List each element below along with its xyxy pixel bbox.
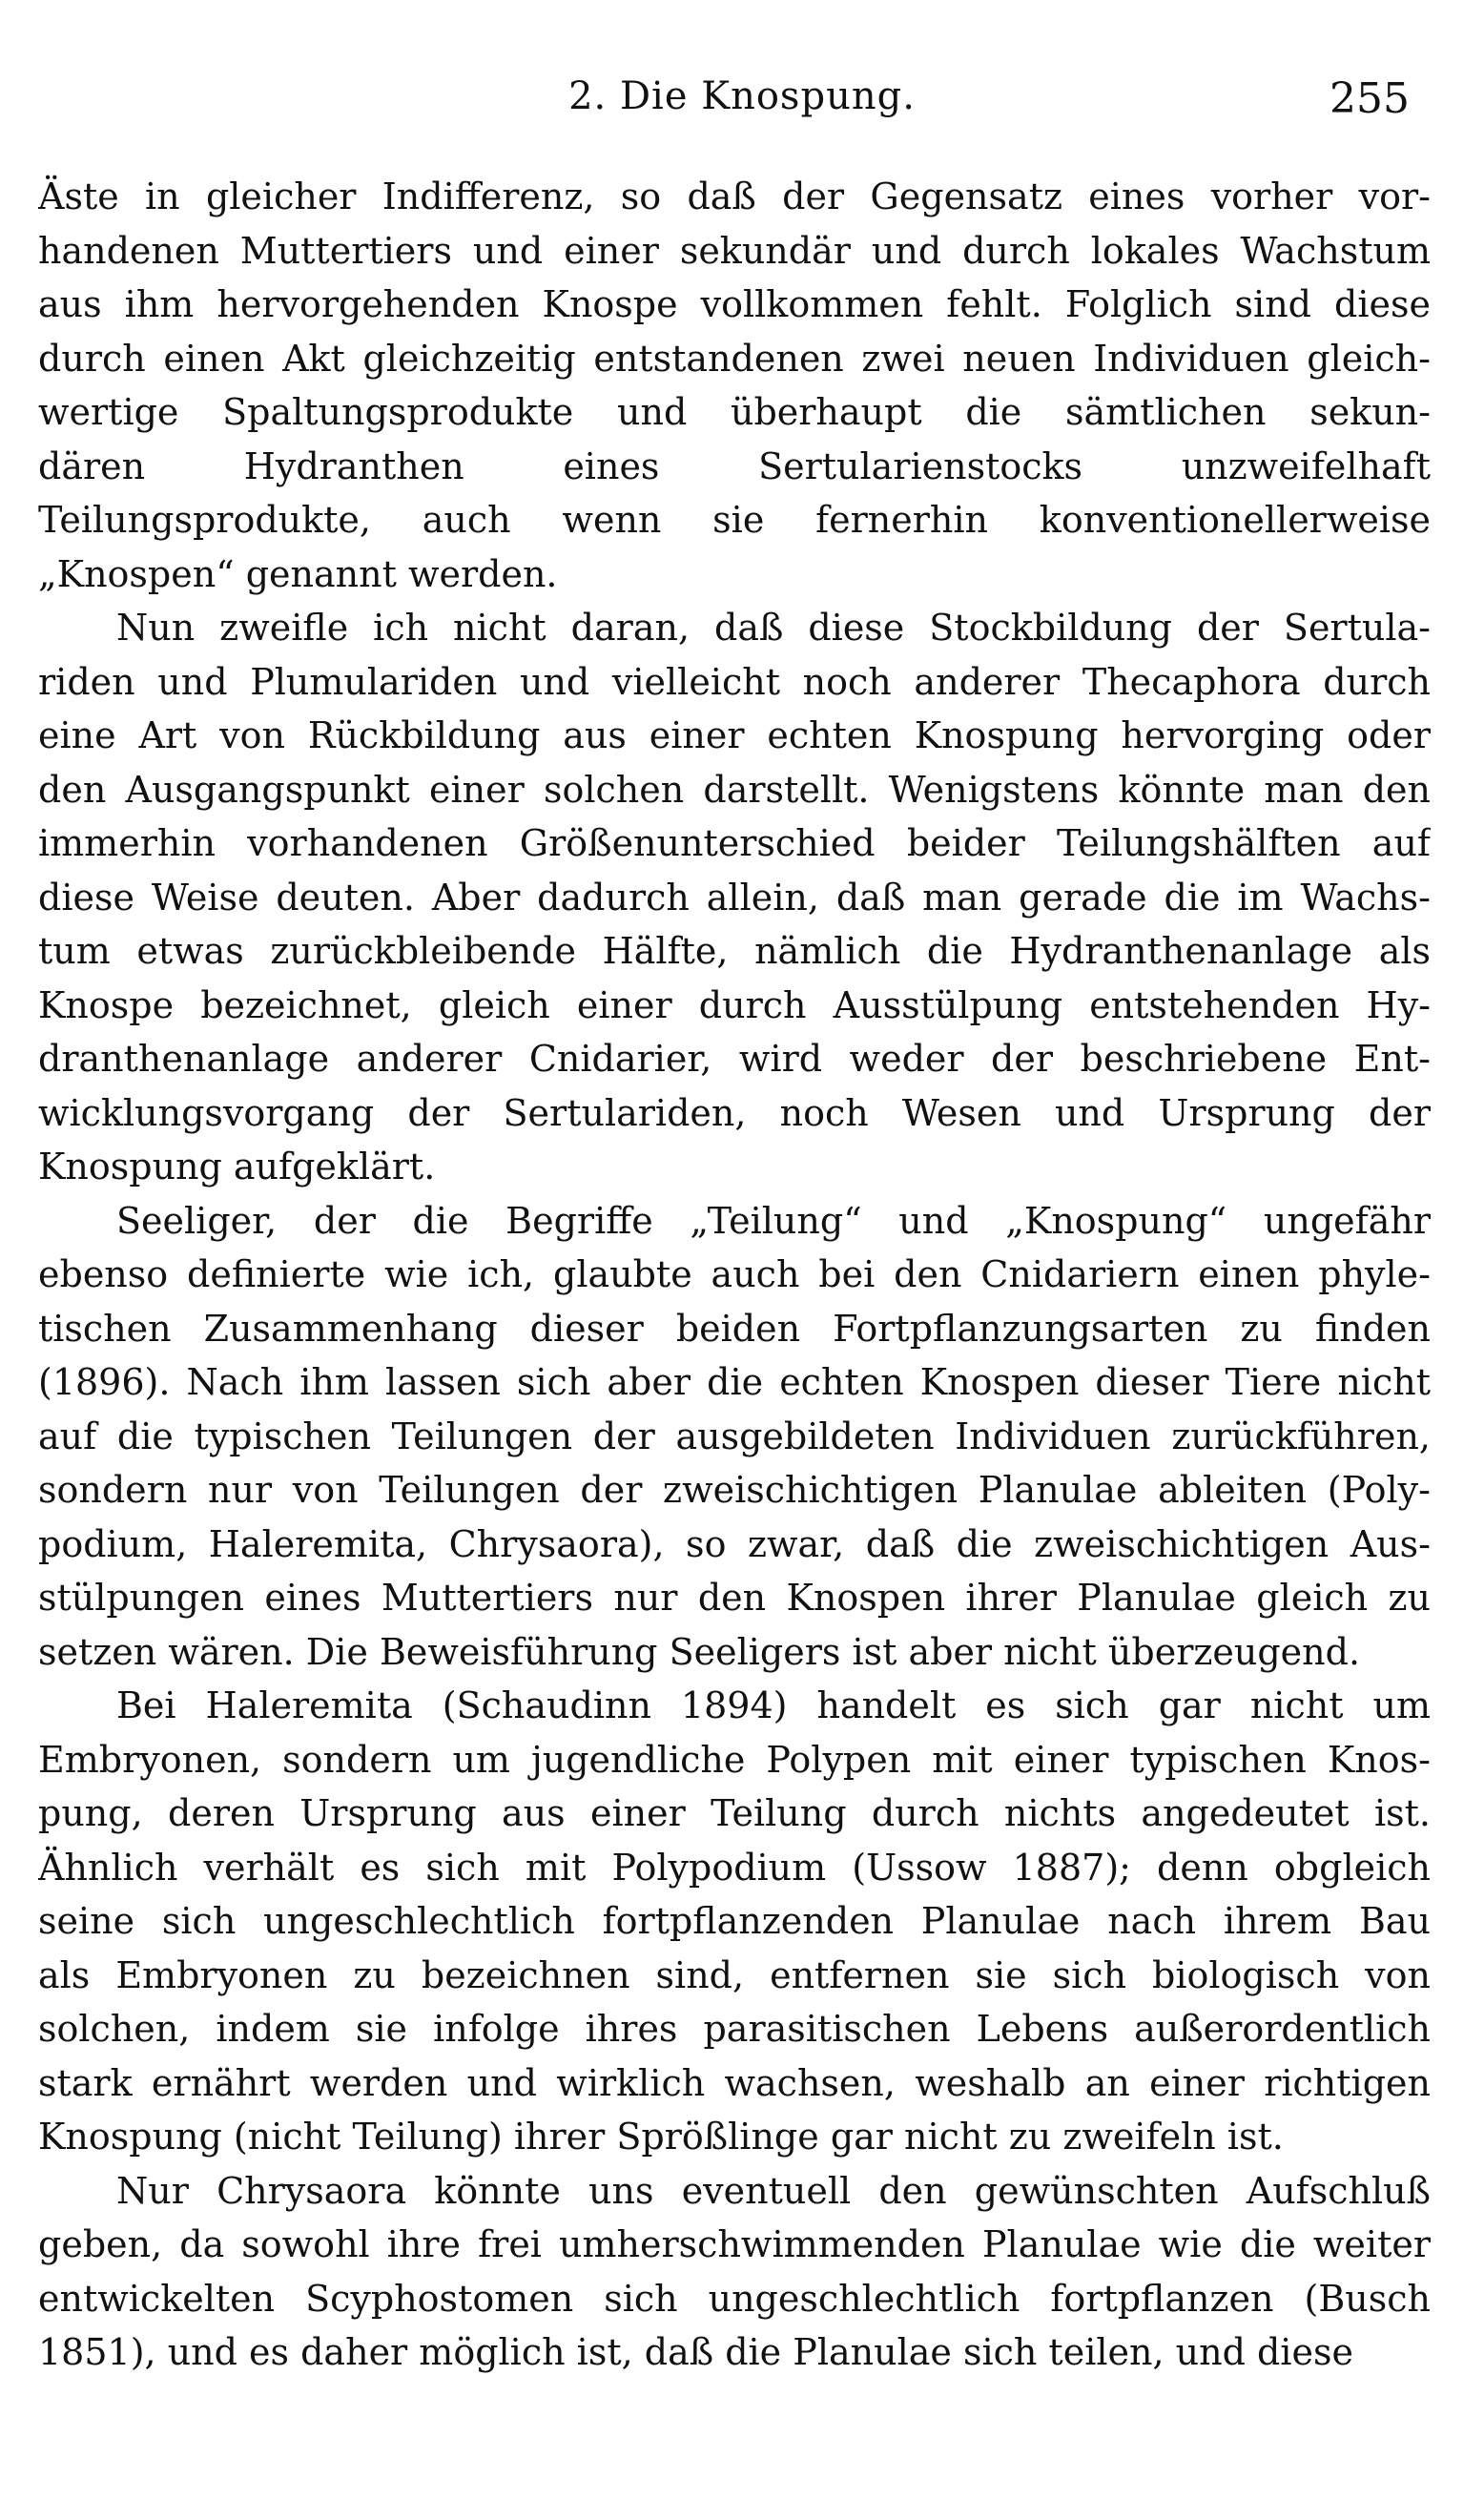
text-line: Nur Chrysaora könnte uns eventuell den gewünschten Aufschluß (116, 2169, 1431, 2212)
text-line: solchen, indem sie infolge ihres parasitischen Lebens außerordentlich (38, 2008, 1431, 2050)
text-line: stark ernährt werden und wirklich wachsen, weshalb an einer richtigen (38, 2061, 1431, 2104)
text-line: entwickelten Scyphostomen sich ungeschlechtlich fortpflanzen (Busch (38, 2277, 1431, 2320)
text-line: Seeliger, der die Begriffe „Teilung“ und „Knospung“ ungefähr (116, 1199, 1431, 1242)
text-line: seine sich ungeschlechtlich fortpflanzenden Planulae nach ihrem Bau (38, 1900, 1431, 1942)
text-line: 1851), und es daher möglich ist, daß die Planulae sich teilen, und diese (38, 2331, 1353, 2373)
paragraph (38, 170, 1431, 601)
text-line: Äste in gleicher Indifferenz, so daß der Gegensatz eines vorher vor- (38, 176, 1431, 217)
text-line: handenen Muttertiers und einer sekundär und durch lokales Wachstum (38, 229, 1431, 272)
text-line: geben, da sowohl ihre frei umherschwimmenden Planulae wie die weiter (38, 2223, 1431, 2265)
text-line: immerhin vorhandenen Größenunterschied beider Teilungshälften auf (38, 822, 1431, 864)
text-line: „Knospen“ genannt werden. (38, 552, 558, 595)
paragraph (38, 1679, 1431, 2164)
text-line: wicklungsvorgang der Sertulariden, noch Wesen und Ursprung der (38, 1091, 1431, 1134)
text-line: (1896). Nach ihm lassen sich aber die echten Knospen dieser Tiere nicht (38, 1361, 1431, 1403)
text-line: durch einen Akt gleichzeitig entstandenen zwei neuen Individuen gleich- (38, 337, 1431, 380)
running-head: 2. Die Knospung. (568, 74, 916, 118)
body-text (38, 170, 1431, 2478)
text-line: dären Hydranthen eines Sertularienstocks unzweifelhaft (38, 444, 1431, 487)
text-line: Ähnlich verhält es sich mit Polypodium (Ussow 1887); denn obgleich (38, 1846, 1431, 1889)
text-line: dranthenanlage anderer Cnidarier, wird weder der beschriebene Ent- (38, 1038, 1431, 1080)
text-line: Teilungsprodukte, auch wenn sie fernerhin konventionellerweise (38, 499, 1431, 541)
text-line: Embryonen, sondern um jugendliche Polypen mit einer typischen Knos- (38, 1738, 1431, 1781)
text-line: stülpungen eines Muttertiers nur den Knospen ihrer Planulae gleich zu (38, 1577, 1431, 1619)
text-line: podium, Haleremita, Chrysaora), so zwar, daß die zweischichtigen Aus- (38, 1522, 1431, 1565)
text-line: Knospe bezeichnet, gleich einer durch Ausstülpung entstehenden Hy- (38, 983, 1431, 1026)
text-line: aus ihm hervorgehenden Knospe vollkommen fehlt. Folglich sind diese (38, 283, 1431, 325)
page-number: 255 (1329, 74, 1410, 123)
text-line: Knospung aufgeklärt. (38, 1146, 436, 1188)
page-header (38, 74, 1446, 132)
text-line: Bei Haleremita (Schaudinn 1894) handelt es sich gar nicht um (116, 1684, 1431, 1726)
paragraph (38, 1194, 1431, 1680)
text-line: eine Art von Rückbildung aus einer echten Knospung hervorging oder (38, 714, 1431, 756)
paragraph (38, 2164, 1431, 2380)
text-line: wertige Spaltungsprodukte und überhaupt die sämtlichen sekun- (38, 391, 1431, 433)
text-line: pung, deren Ursprung aus einer Teilung durch nichts angedeutet ist. (38, 1792, 1431, 1834)
text-line: Knospung (nicht Teilung) ihrer Sprößlinge gar nicht zu zweifeln ist. (38, 2116, 1284, 2158)
text-line: tischen Zusammenhang dieser beiden Fortpflanzungsarten zu finden (38, 1307, 1431, 1350)
text-line: sondern nur von Teilungen der zweischichtigen Planulae ableiten (Poly- (38, 1469, 1431, 1511)
text-line: den Ausgangspunkt einer solchen darstellt. Wenigstens könnte man den (38, 768, 1431, 811)
text-line: auf die typischen Teilungen der ausgebildeten Individuen zurückführen, (38, 1415, 1431, 1457)
text-line: tum etwas zurückbleibende Hälfte, nämlich die Hydranthenanlage als (38, 930, 1431, 972)
paragraph (38, 601, 1431, 1194)
text-line: riden und Plumulariden und vielleicht noch anderer Thecaphora durch (38, 660, 1431, 703)
text-line: diese Weise deuten. Aber dadurch allein, daß man gerade die im Wachs- (38, 876, 1431, 919)
text-line: Nun zweifle ich nicht daran, daß diese Stockbildung der Sertula- (116, 607, 1431, 649)
text-line: ebenso definierte wie ich, glaubte auch bei den Cnidariern einen phyle- (38, 1253, 1431, 1295)
text-line: setzen wären. Die Beweisführung Seeligers ist aber nicht überzeugend. (38, 1630, 1361, 1673)
text-line: als Embryonen zu bezeichnen sind, entfernen sie sich biologisch von (38, 1953, 1431, 1996)
